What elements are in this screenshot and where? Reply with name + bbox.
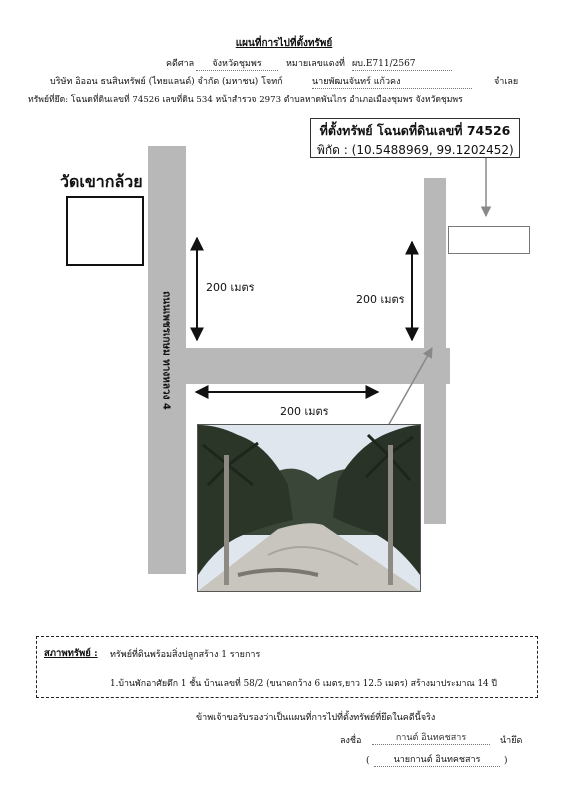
page-title: แผนที่การไปที่ตั้งทรัพย์ <box>235 38 333 49</box>
temple-label: วัดเขากล้วย <box>60 172 143 191</box>
certification-statement: ข้าพเจ้าขอรับรองว่าเป็นแผนที่การไปที่ตั้งทรัพย์ที่ยึดในคดีนี้จริง <box>196 713 436 723</box>
dist-left-vertical: 200 เมตร <box>206 281 255 294</box>
road-label: ถนนเพชรเกษม ทางหลวง 4 <box>160 291 172 410</box>
plaintiff: บริษัท อิออน ธนสินทรัพย์ (ไทยแลนด์) จำกัด (มหาชน) โจทก์ <box>50 77 283 87</box>
dist-right-vertical: 200 เมตร <box>356 293 405 306</box>
condition-label: สภาพทรัพย์ : <box>44 648 98 659</box>
property-box-line2: พิกัด : (10.5488969, 99.1202452) <box>317 143 514 157</box>
sign-label: ลงชื่อ <box>340 736 362 746</box>
printed-name: นายกานต์ อินทคชสาร <box>374 752 500 767</box>
photo-leader-line <box>388 348 432 426</box>
site-photo-drawing <box>198 425 420 591</box>
role-label: นำยึด <box>500 736 523 746</box>
court-value: จังหวัดชุมพร <box>196 56 278 71</box>
signature: กานต์ อินทคชสาร <box>372 730 490 745</box>
site-photo <box>197 424 421 592</box>
court-label: คดีศาล <box>166 59 195 69</box>
case-label: หมายเลขแดงที่ <box>286 59 345 69</box>
dist-horizontal: 200 เมตร <box>280 405 329 418</box>
close-paren: ) <box>504 756 508 766</box>
condition-line2: 1.บ้านพักอาศัยตึก 1 ชั้น บ้านเลขที่ 58/2 (ขนาดกว้าง 6 เมตร,ยาว 12.5 เมตร) สร้างมาประมาณ 14 ปี <box>110 679 498 689</box>
property-line: ทรัพย์ที่ยึด: โฉนดที่ดินเลขที่ 74526 เลขที่ดิน 534 หน้าสำรวจ 2973 ตำบลหาดพันไกร อำเภอเมืองชุมพร จังหวัดชุมพร <box>28 95 463 105</box>
property-box-line1: ที่ตั้งทรัพย์ โฉนดที่ดินเลขที่ 74526 <box>319 123 511 138</box>
defendant: นายพัฒนจันทร์ แก้วคง <box>312 74 472 89</box>
case-value: ผบ.E711/2567 <box>352 56 452 71</box>
open-paren: ( <box>366 756 370 766</box>
condition-line1: ทรัพย์ที่ดินพร้อมสิ่งปลูกสร้าง 1 รายการ <box>110 650 261 660</box>
defendant-suffix: จำเลย <box>494 77 519 87</box>
